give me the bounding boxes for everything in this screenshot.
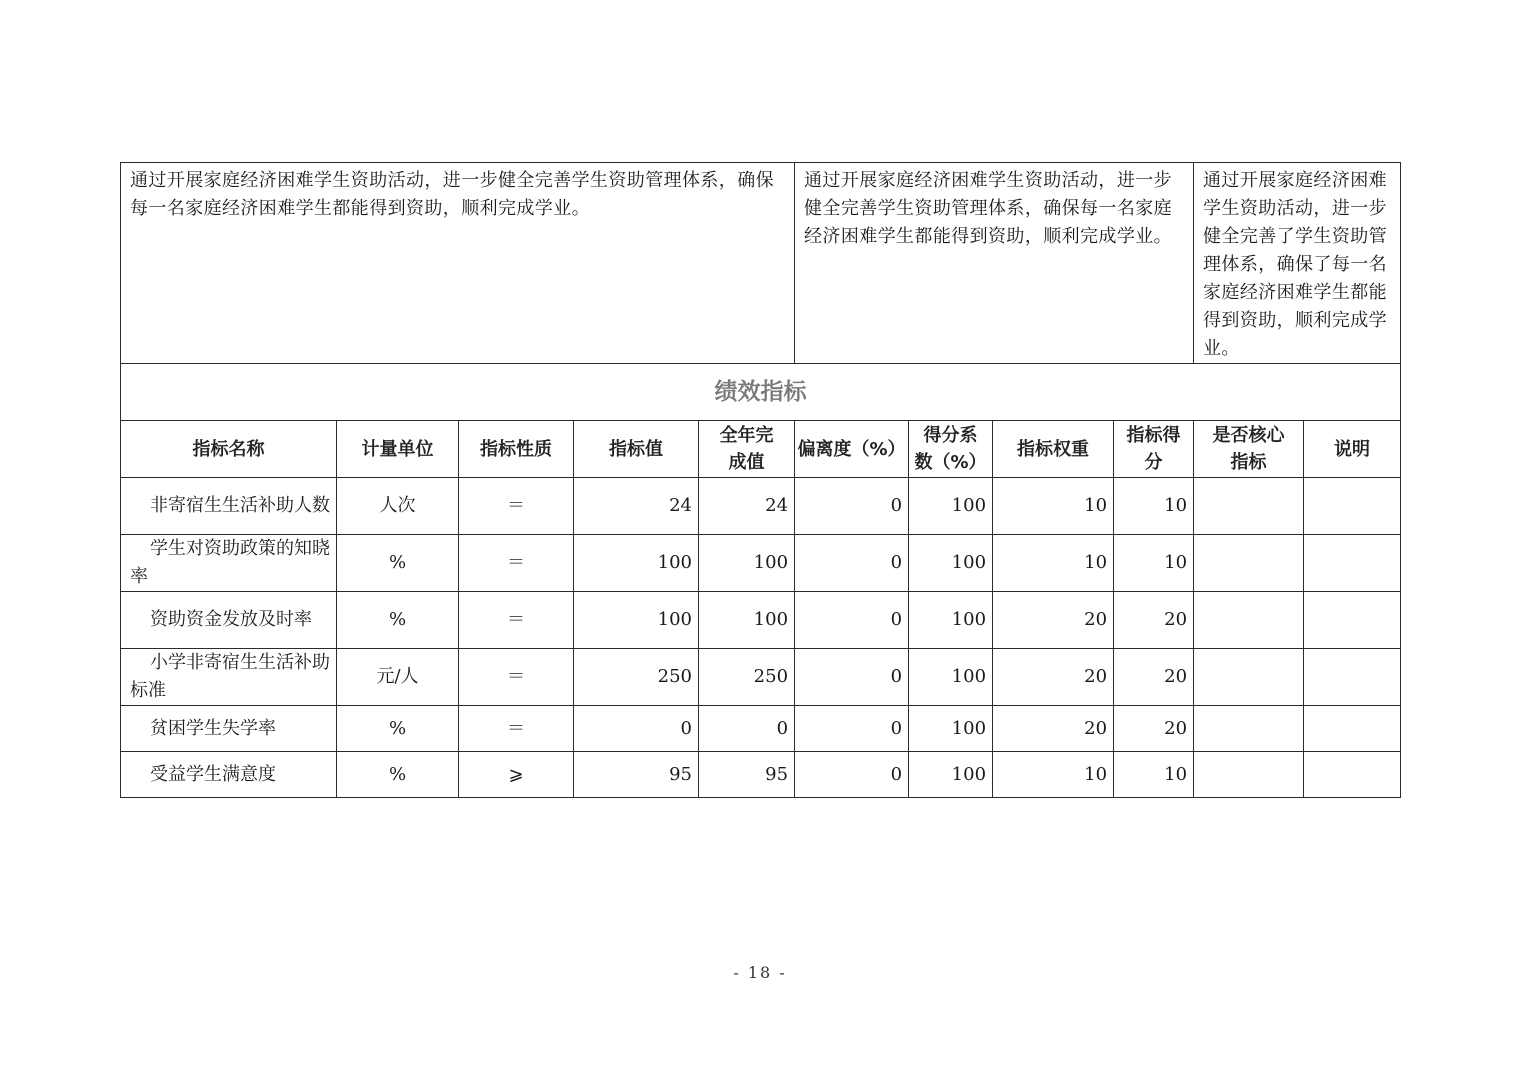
note-cell bbox=[1304, 649, 1401, 706]
indicator-name-cell: 小学非寄宿生生活补助标准 bbox=[121, 649, 337, 706]
note-cell bbox=[1304, 535, 1401, 592]
actual-value-cell: 100 bbox=[699, 535, 795, 592]
nature-cell: ＝ bbox=[459, 649, 574, 706]
target-value-cell: 100 bbox=[574, 592, 699, 649]
deviation-cell: 0 bbox=[795, 706, 909, 752]
goals-row bbox=[121, 163, 1401, 364]
page-number: - 18 - bbox=[733, 963, 787, 982]
unit-cell: % bbox=[337, 752, 459, 798]
header-note: 说明 bbox=[1304, 421, 1401, 478]
nature-cell: ＝ bbox=[459, 478, 574, 535]
table-row bbox=[121, 478, 1401, 535]
unit-cell: % bbox=[337, 535, 459, 592]
goal-cell-actual: 通过开展家庭经济困难学生资助活动，进一步健全完善学生资助管理体系，确保每一名家庭经济困难学生都能得到资助，顺利完成学业。 bbox=[795, 163, 1194, 364]
header-score: 指标得 分 bbox=[1114, 421, 1194, 478]
nature-cell: ＝ bbox=[459, 706, 574, 752]
table-row bbox=[121, 592, 1401, 649]
is-core-cell bbox=[1194, 706, 1304, 752]
table-row bbox=[121, 649, 1401, 706]
score-cell: 10 bbox=[1114, 478, 1194, 535]
header-weight: 指标权重 bbox=[993, 421, 1114, 478]
header-deviation: 偏离度（%） bbox=[795, 421, 909, 478]
is-core-cell bbox=[1194, 752, 1304, 798]
data-body bbox=[121, 478, 1401, 798]
is-core-cell bbox=[1194, 592, 1304, 649]
weight-cell: 20 bbox=[993, 706, 1114, 752]
actual-value-cell: 100 bbox=[699, 592, 795, 649]
score-cell: 20 bbox=[1114, 706, 1194, 752]
table-row bbox=[121, 535, 1401, 592]
is-core-cell bbox=[1194, 649, 1304, 706]
goal-cell-target: 通过开展家庭经济困难学生资助活动，进一步健全完善学生资助管理体系，确保每一名家庭经济困难学生都能得到资助，顺利完成学业。 bbox=[121, 163, 795, 364]
note-cell bbox=[1304, 706, 1401, 752]
score-cell: 20 bbox=[1114, 592, 1194, 649]
target-value-cell: 95 bbox=[574, 752, 699, 798]
nature-cell: ＝ bbox=[459, 592, 574, 649]
is-core-cell bbox=[1194, 535, 1304, 592]
weight-cell: 10 bbox=[993, 752, 1114, 798]
weight-cell: 20 bbox=[993, 649, 1114, 706]
section-title: 绩效指标 bbox=[121, 364, 1401, 421]
score-coef-cell: 100 bbox=[909, 752, 993, 798]
indicator-name-cell: 非寄宿生生活补助人数 bbox=[121, 478, 337, 535]
performance-table bbox=[120, 162, 1401, 798]
table-row bbox=[121, 706, 1401, 752]
indicator-name-cell: 受益学生满意度 bbox=[121, 752, 337, 798]
weight-cell: 10 bbox=[993, 478, 1114, 535]
header-nature: 指标性质 bbox=[459, 421, 574, 478]
is-core-cell bbox=[1194, 478, 1304, 535]
unit-cell: 人次 bbox=[337, 478, 459, 535]
header-target-value: 指标值 bbox=[574, 421, 699, 478]
score-coef-cell: 100 bbox=[909, 592, 993, 649]
actual-value-cell: 95 bbox=[699, 752, 795, 798]
actual-value-cell: 250 bbox=[699, 649, 795, 706]
note-cell bbox=[1304, 478, 1401, 535]
header-row bbox=[121, 421, 1401, 478]
deviation-cell: 0 bbox=[795, 535, 909, 592]
score-cell: 10 bbox=[1114, 752, 1194, 798]
header-score-coef: 得分系 数（%） bbox=[909, 421, 993, 478]
header-indicator-name: 指标名称 bbox=[121, 421, 337, 478]
unit-cell: % bbox=[337, 592, 459, 649]
target-value-cell: 250 bbox=[574, 649, 699, 706]
note-cell bbox=[1304, 592, 1401, 649]
goal-cell-result: 通过开展家庭经济困难学生资助活动，进一步健全完善了学生资助管理体系，确保了每一名家庭经济困难学生都能得到资助，顺利完成学业。 bbox=[1194, 163, 1401, 364]
note-cell bbox=[1304, 752, 1401, 798]
deviation-cell: 0 bbox=[795, 649, 909, 706]
score-coef-cell: 100 bbox=[909, 706, 993, 752]
score-cell: 10 bbox=[1114, 535, 1194, 592]
header-is-core: 是否核心 指标 bbox=[1194, 421, 1304, 478]
actual-value-cell: 0 bbox=[699, 706, 795, 752]
header-unit: 计量单位 bbox=[337, 421, 459, 478]
section-title-row bbox=[121, 364, 1401, 421]
nature-cell: ⩾ bbox=[459, 752, 574, 798]
deviation-cell: 0 bbox=[795, 478, 909, 535]
deviation-cell: 0 bbox=[795, 592, 909, 649]
score-coef-cell: 100 bbox=[909, 478, 993, 535]
indicator-name-cell: 资助资金发放及时率 bbox=[121, 592, 337, 649]
indicator-name-cell: 贫困学生失学率 bbox=[121, 706, 337, 752]
actual-value-cell: 24 bbox=[699, 478, 795, 535]
weight-cell: 20 bbox=[993, 592, 1114, 649]
score-coef-cell: 100 bbox=[909, 535, 993, 592]
deviation-cell: 0 bbox=[795, 752, 909, 798]
score-cell: 20 bbox=[1114, 649, 1194, 706]
header-actual-value: 全年完 成值 bbox=[699, 421, 795, 478]
target-value-cell: 0 bbox=[574, 706, 699, 752]
target-value-cell: 24 bbox=[574, 478, 699, 535]
weight-cell: 10 bbox=[993, 535, 1114, 592]
unit-cell: % bbox=[337, 706, 459, 752]
unit-cell: 元/人 bbox=[337, 649, 459, 706]
indicator-name-cell: 学生对资助政策的知晓率 bbox=[121, 535, 337, 592]
score-coef-cell: 100 bbox=[909, 649, 993, 706]
table-row bbox=[121, 752, 1401, 798]
target-value-cell: 100 bbox=[574, 535, 699, 592]
nature-cell: ＝ bbox=[459, 535, 574, 592]
